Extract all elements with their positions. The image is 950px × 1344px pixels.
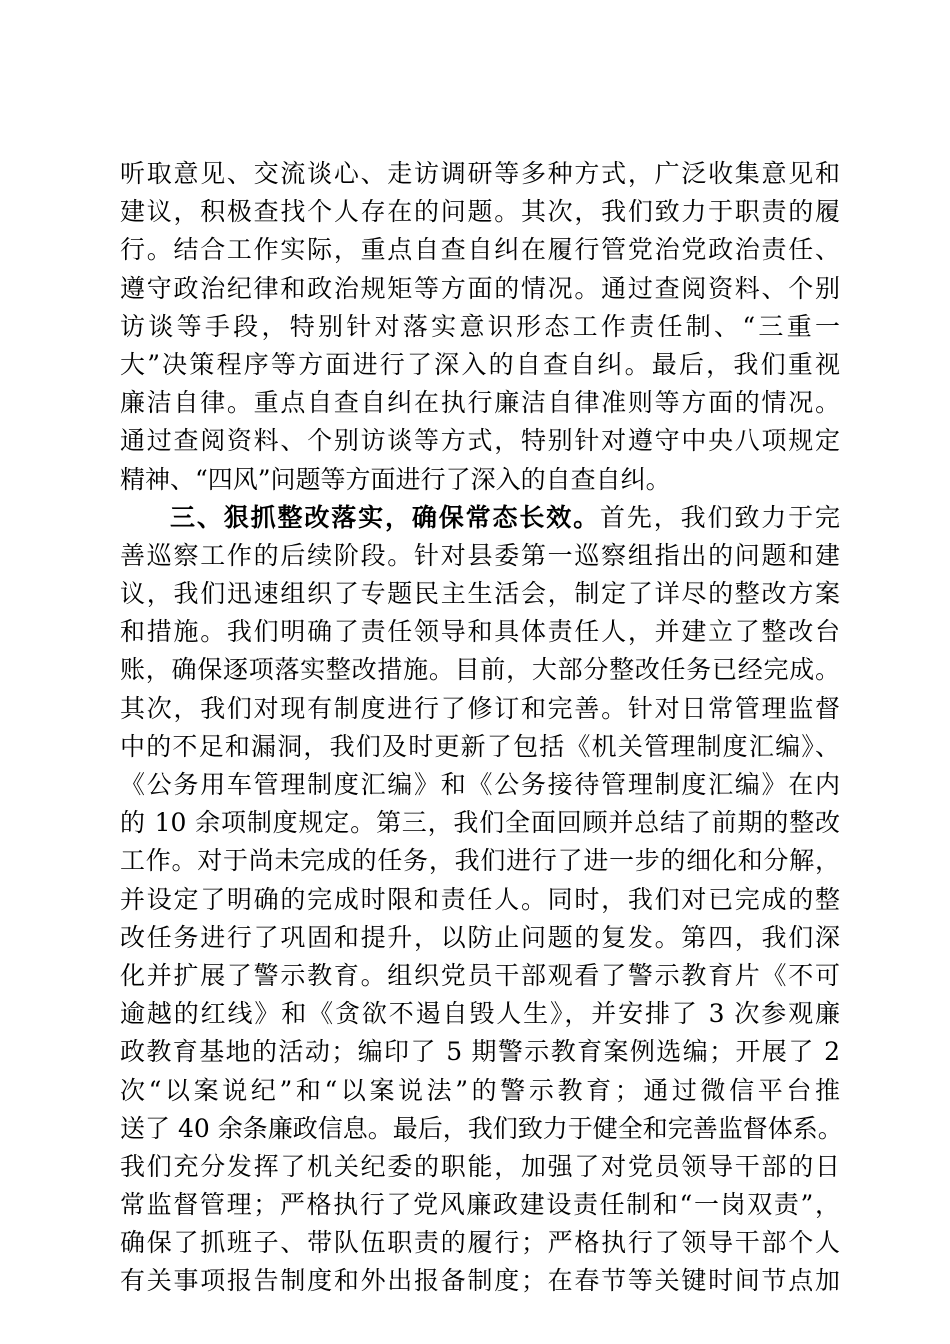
heading-trailing-text: 首先，我们致力于完: [599, 502, 840, 532]
document-body: [120, 155, 843, 1301]
text-line: 访谈等手段，特别针对落实意识形态工作责任制、“三重一: [120, 311, 840, 341]
text-line: 化并扩展了警示教育。组织党员干部观看了警示教育片《不可: [120, 960, 840, 990]
text-line: 和措施。我们明确了责任领导和具体责任人，并建立了整改台: [120, 617, 840, 647]
text-line: 中的不足和漏洞，我们及时更新了包括《机关管理制度汇编》、: [120, 731, 840, 761]
text-line: 《公务用车管理制度汇编》和《公务接待管理制度汇编》在内: [120, 770, 840, 799]
text-line: 通过查阅资料、个别访谈等方式，特别针对遵守中央八项规定: [120, 426, 840, 456]
text-line: 常监督管理；严格执行了党风廉政建设责任制和“一岗双责”，: [120, 1190, 840, 1220]
text-line: 善巡察工作的后续阶段。针对县委第一巡察组指出的问题和建: [120, 540, 840, 570]
text-line: 账，确保逐项落实整改措施。目前，大部分整改任务已经完成。: [120, 655, 840, 685]
text-line: 确保了抓班子、带队伍职责的履行；严格执行了领导干部个人: [120, 1228, 840, 1258]
paragraph-self-inspection: [120, 155, 840, 499]
paragraph-first-line: [120, 499, 840, 537]
text-line: 精神、“四风”问题等方面进行了深入的自查自纠。: [120, 464, 671, 494]
text-line: 工作。对于尚未完成的任务，我们进行了进一步的细化和分解，: [120, 846, 840, 876]
text-line: 政教育基地的活动；编印了 5 期警示教育案例选编；开展了 2: [120, 1037, 840, 1067]
text-line: 逾越的红线》和《贪欲不遏自毁人生》，并安排了 3 次参观廉: [120, 999, 840, 1029]
text-line: 并设定了明确的完成时限和责任人。同时，我们对已完成的整: [120, 884, 840, 914]
text-line: 的 10 余项制度规定。第三，我们全面回顾并总结了前期的整改: [120, 808, 840, 838]
text-line: 遵守政治纪律和政治规矩等方面的情况。通过查阅资料、个别: [120, 273, 840, 303]
text-line: 有关事项报告制度和外出报备制度；在春节等关键时间节点加: [120, 1266, 840, 1296]
text-line: 建议，积极查找个人存在的问题。其次，我们致力于职责的履: [120, 197, 840, 227]
text-line: 议，我们迅速组织了专题民主生活会，制定了详尽的整改方案: [120, 579, 840, 609]
text-line: 次“以案说纪”和“以案说法”的警示教育；通过微信平台推: [120, 1075, 840, 1105]
text-line: 听取意见、交流谈心、走访调研等多种方式，广泛收集意见和: [120, 159, 840, 188]
text-line: 我们充分发挥了机关纪委的职能，加强了对党员领导干部的日: [120, 1151, 840, 1181]
text-line: 大”决策程序等方面进行了深入的自查自纠。最后，我们重视: [120, 349, 840, 379]
text-line: 廉洁自律。重点自查自纠在执行廉洁自律准则等方面的情况。: [120, 388, 840, 418]
text-line: 其次，我们对现有制度进行了修订和完善。针对日常管理监督: [120, 693, 840, 723]
section-heading: 三、狠抓整改落实，确保常态长效。: [170, 502, 600, 532]
paragraph-rectification: [120, 499, 843, 1301]
text-line: 送了 40 余条廉政信息。最后，我们致力于健全和完善监督体系。: [120, 1113, 843, 1143]
text-line: 行。结合工作实际，重点自查自纠在履行管党治党政治责任、: [120, 235, 840, 265]
text-line: 改任务进行了巩固和提升，以防止问题的复发。第四，我们深: [120, 922, 840, 952]
